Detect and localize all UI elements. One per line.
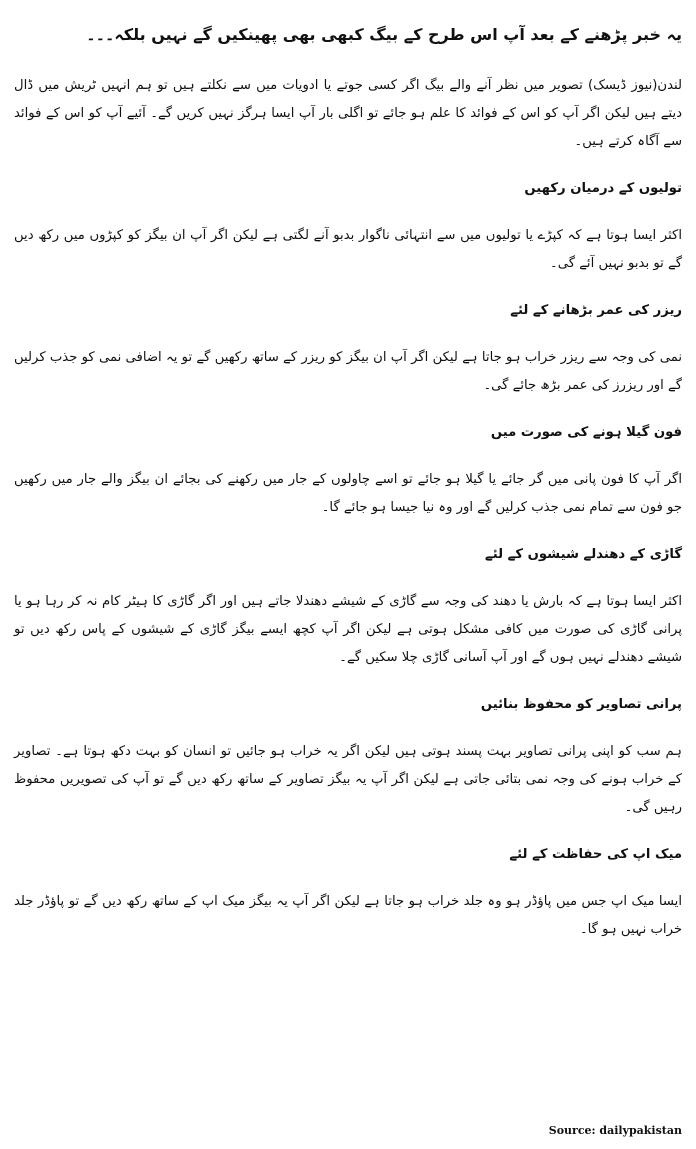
- section-heading-phone: فون گیلا ہونے کی صورت میں: [490, 425, 682, 440]
- section-body-makeup: ایسا میک اپ جس میں پاؤڈر ہو وہ جلد خراب ہو جاتا ہے لیکن اگر آپ یہ بیگز میک اپ کے ساتھ رکھ دیں گے تو پاؤڈر جلد خراب نہیں ہو گا۔: [14, 894, 682, 937]
- section-heading-makeup: میک اپ کی حفاظت کے لئے: [509, 847, 682, 862]
- section-heading-car-glass: گاڑی کے دھندلے شیشوں کے لئے: [485, 547, 682, 562]
- section-heading-photos: پرانی تصاویر کو محفوظ بنائیں: [480, 697, 682, 712]
- section-body-car-glass: اکثر ایسا ہوتا ہے کہ بارش یا دھند کی وجہ سے گاڑی کے شیشے دھندلا جاتے ہیں اور اگر گاڑی کا ہیٹر کام نہ کر رہا ہو یا پرانی گاڑی کی صورت میں کافی مشکل ہوتی ہے لیکن اگر آپ کچھ ایسے بیگز گاڑی کے شیشوں کے پاس رکھ دیں تو شیشے دھندلے نہیں ہوں گے اور آپ آسانی گاڑی چلا سکیں گے۔: [14, 594, 682, 665]
- section-body-razor: نمی کی وجہ سے ریزر خراب ہو جاتا ہے لیکن اگر آپ ان بیگز کو ریزر کے ساتھ رکھیں گے تو یہ اضافی نمی کو جذب کرلیں گے اور ریزرز کی عمر بڑھ جائے گی۔: [14, 350, 682, 393]
- article-intro: لندن(نیوز ڈیسک) تصویر میں نظر آنے والے بیگ اگر کسی جوتے یا ادویات میں سے نکلتے ہیں تو ہم انہیں ٹریش میں ڈال دیتے ہیں لیکن اگر آپ کو اس کے فوائد کا علم ہو جائے تو اگلی بار آپ ایسا ہرگز نہیں کریں گے۔ آئیے آپ کو اس کے فوائد سے آگاہ کرتے ہیں۔: [14, 78, 682, 149]
- section-heading-towels: تولیوں کے درمیان رکھیں: [524, 181, 682, 196]
- article-title: یہ خبر پڑھنے کے بعد آپ اس طرح کے بیگ کبھی بھی پھینکیں گے نہیں بلکہ۔۔۔: [86, 25, 682, 44]
- section-heading-razor: ریزر کی عمر بڑھانے کے لئے: [510, 303, 682, 318]
- section-body-phone: اگر آپ کا فون پانی میں گر جائے یا گیلا ہو جائے تو اسے چاولوں کے جار میں رکھنے کی بجائے ان بیگز والے جار میں رکھیں جو فون سے تمام نمی جذب کرلیں گے اور وہ نیا جیسا ہو جائے گا۔: [14, 472, 682, 515]
- source-credit: Source: dailypakistan: [548, 1124, 682, 1137]
- section-body-photos: ہم سب کو اپنی پرانی تصاویر بہت پسند ہوتی ہیں لیکن اگر یہ خراب ہو جائیں تو انسان کو بہت دکھ ہوتا ہے۔ تصاویر کے خراب ہونے کی وجہ نمی بتائی جاتی ہے لیکن اگر آپ یہ بیگز تصاویر کے ساتھ رکھ دیں گے تو آپ کی تصویریں محفوظ رہیں گی۔: [14, 744, 682, 815]
- section-body-towels: اکثر ایسا ہوتا ہے کہ کپڑے یا تولیوں میں سے انتہائی ناگوار بدبو آنے لگتی ہے لیکن اگر آپ ان بیگز کو کپڑوں میں رکھ دیں گے تو بدبو نہیں آئے گی۔: [14, 228, 682, 271]
